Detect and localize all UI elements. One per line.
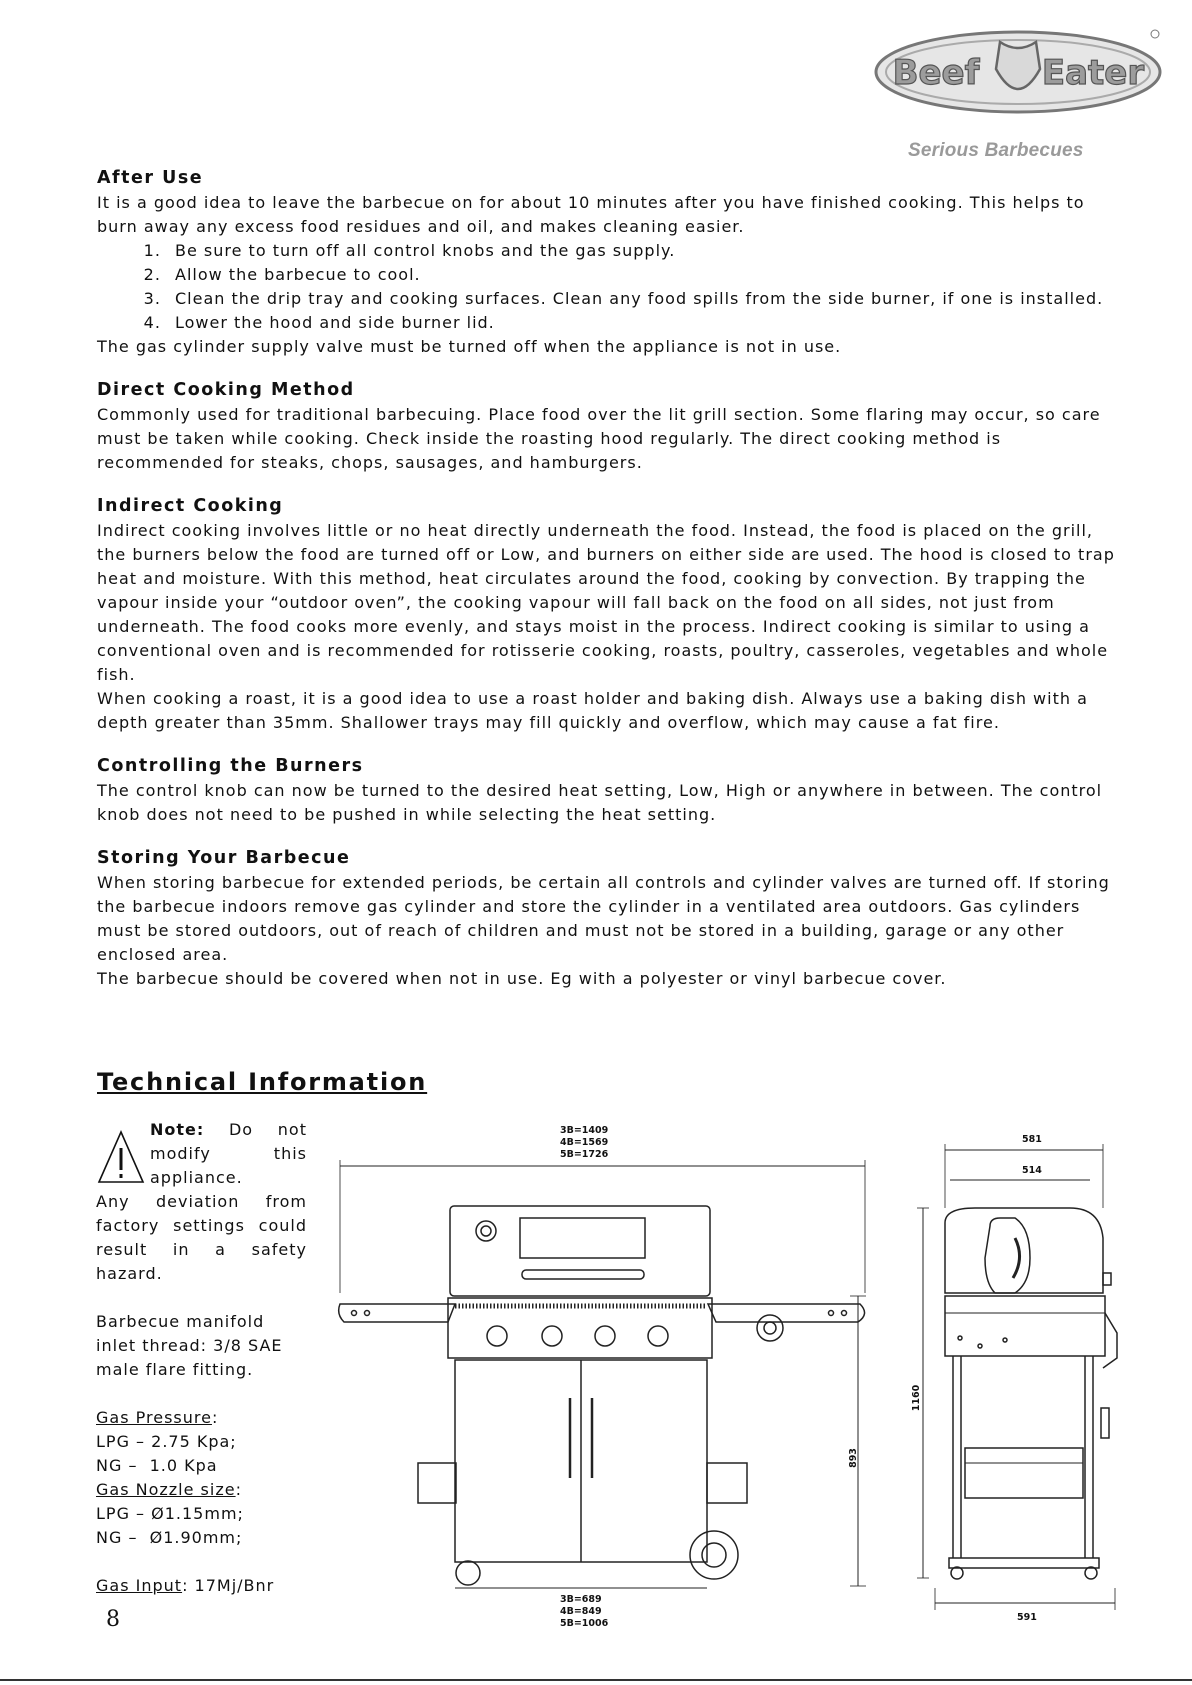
width-label-5b: 5B=1726 [560,1149,609,1160]
height-label-side: 1160 [911,1384,922,1412]
width-label-4b: 4B=1569 [560,1137,609,1148]
gas-pressure-ng: NG – 1.0 Kpa [96,1456,218,1475]
nozzle-size: Gas Nozzle size: [96,1480,242,1499]
section-direct-cooking [97,377,1117,475]
note-label: Note: [150,1120,205,1139]
after-use-step: 2. Allow the barbecue to cool. [167,263,1117,287]
after-use-closing: The gas cylinder supply valve must be turned off when the appliance is not in use. [97,337,842,356]
direct-cooking-body: Commonly used for traditional barbecuing. Place food over the lit grill section. Some flaring may occur, so care must be taken while cooking. Check inside the roasting hood regularly. The direct cooking method is recommended for steaks, chops, sausages, and hamburgers. [97,405,1101,472]
base-label-5b: 5B=1006 [560,1618,609,1628]
technical-specs [96,1118,307,1598]
heading-indirect-cooking: Indirect Cooking [97,496,284,516]
section-indirect-cooking [97,493,1117,735]
storing-cover: The barbecue should be covered when not in use. Eg with a polyester or vinyl barbecue cover. [97,969,947,988]
after-use-steps [97,239,1117,335]
gas-input-label: Gas Input [96,1576,183,1595]
heading-controlling-burners: Controlling the Burners [97,756,364,776]
storing-body: When storing barbecue for extended periods, be certain all controls and cylinder valves are turned off. If storing the barbecue indoors remove gas cylinder and store the cylinder in a ventilated area outdoors. Gas cylinders must be stored outdoors, out of reach of children and must not be stored in a building, garage or any other enclosed area. [97,873,1110,964]
side-bottom-label: 591 [1017,1612,1037,1623]
note-block [96,1118,307,1190]
note-text [150,1118,307,1190]
section-controlling-burners [97,753,1117,827]
warning-icon [96,1128,146,1186]
bottom-rule [0,1679,1192,1681]
barbecue-side-drawing [905,1118,1155,1628]
gas-pressure: Gas Pressure: [96,1408,219,1427]
gas-input [96,1574,307,1598]
after-use-step: 3. Clean the drip tray and cooking surfaces. Clean any food spills from the side burner, if one is installed. [167,287,1117,311]
heading-technical-information: Technical Information [97,1068,428,1096]
brand-tagline: Serious Barbecues [908,140,1084,161]
nozzle-size-ng: NG – Ø1.90mm; [96,1528,243,1547]
heading-after-use: After Use [97,168,204,188]
manifold-spec: Barbecue manifold inlet thread: 3/8 SAE male flare fitting. [96,1312,283,1379]
side-top-outer-label: 581 [1022,1134,1042,1145]
page-number: 8 [106,1607,120,1632]
base-label-4b: 4B=849 [560,1606,602,1617]
heading-storing: Storing Your Barbecue [97,848,351,868]
logo-text-left: Beef [892,53,980,93]
after-use-step: 4. Lower the hood and side burner lid. [167,311,1117,335]
nozzle-size-label: Gas Nozzle size [96,1480,236,1499]
gas-pressure-label: Gas Pressure [96,1408,212,1427]
width-label-3b: 3B=1409 [560,1125,609,1136]
logo-text-right: Eater [1041,53,1145,93]
section-after-use [97,165,1117,359]
barbecue-front-drawing [330,1118,890,1628]
side-top-inner-label: 514 [1022,1165,1042,1176]
heading-direct-cooking: Direct Cooking Method [97,380,355,400]
after-use-step: 1. Be sure to turn off all control knobs and the gas supply. [167,239,1117,263]
section-storing [97,845,1117,991]
height-label-front: 893 [848,1448,859,1468]
gas-input-value: : 17Mj/Bnr [182,1576,275,1595]
note-body: Do not modify this appliance. [150,1120,307,1187]
after-use-intro: It is a good idea to leave the barbecue on for about 10 minutes after you have finished cooking. This helps to burn away any excess food residues and oil, and makes cleaning easier. [97,193,1085,236]
controlling-burners-body: The control knob can now be turned to the desired heat setting, Low, High or anywhere in between. The control knob does not need to be pushed in while selecting the heat setting. [97,781,1103,824]
gas-pressure-lpg: LPG – 2.75 Kpa; [96,1432,237,1451]
indirect-cooking-roast: When cooking a roast, it is a good idea to use a roast holder and baking dish. Always use a baking dish with a depth greater than 35mm. Shallower trays may fill quickly and overflow, which may cause a fat fire. [97,689,1088,732]
main-content [97,165,1117,1009]
base-label-3b: 3B=689 [560,1594,602,1605]
indirect-cooking-body: Indirect cooking involves little or no heat directly underneath the food. Instead, the food is placed on the grill, the burners below the food are turned off or Low, and burners on either side are used. The hood is closed to trap heat and moisture. With this method, heat circulates around the food, cooking by convection. By trapping the vapour inside your “outdoor oven”, the cooking vapour will fall back on the food on all sides, not just from underneath. The food cooks more evenly, and stays moist in the process. Indirect cooking is similar to using a conventional oven and is recommended for rotisserie cooking, roasts, poultry, casseroles, vegetables and whole fish. [97,521,1115,684]
deviation-warning: Any deviation from factory settings could result in a safety hazard. [96,1192,307,1283]
nozzle-size-lpg: LPG – Ø1.15mm; [96,1504,244,1523]
